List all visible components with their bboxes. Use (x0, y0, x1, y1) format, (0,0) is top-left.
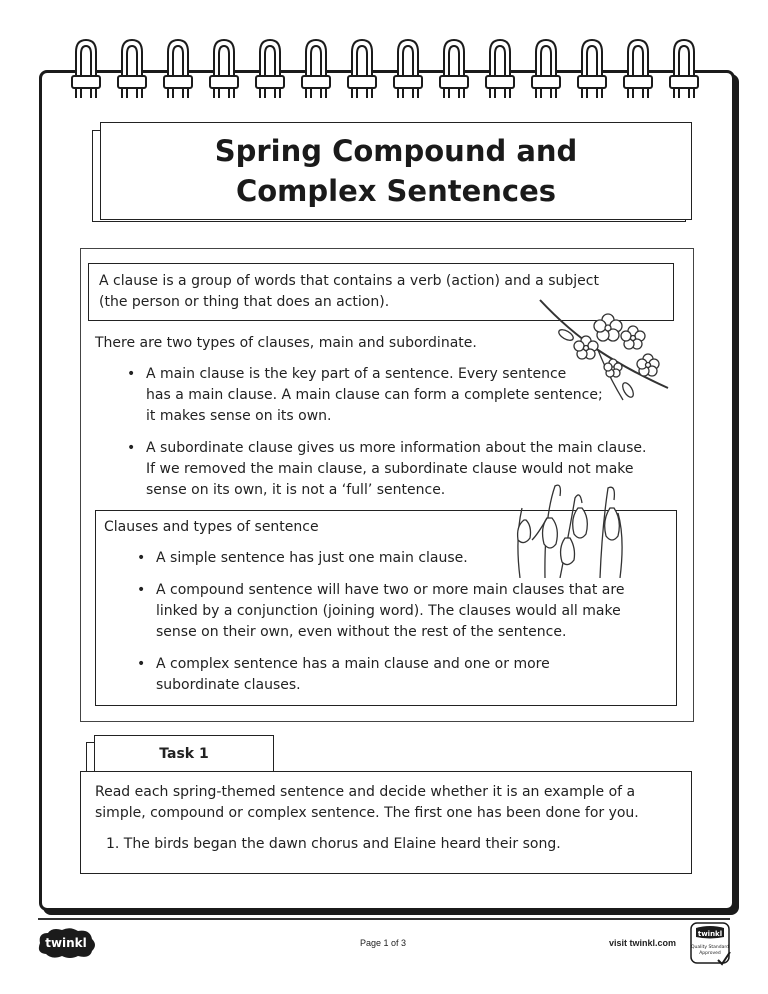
compound-sentence-line: sense on their own, even without the rest of the sentence. (156, 624, 567, 640)
task-instructions-line-2: simple, compound or complex sentence. The first one has been done for you. (95, 805, 639, 821)
website-link[interactable]: visit twinkl.com (609, 938, 677, 948)
badge-line-1: Quality Standard (691, 945, 729, 950)
task-instructions (95, 782, 639, 824)
complex-sentence-line: subordinate clauses. (156, 677, 301, 693)
compound-sentence-line: • A compound sentence will have two or more main clauses that are (156, 582, 625, 598)
main-clause-line: • A main clause is the key part of a sentence. Every sentence (146, 366, 567, 382)
simple-sentence-line: • A simple sentence has just one main clause. (156, 550, 468, 566)
page-title (100, 122, 692, 220)
title-line-1: Spring Compound and (214, 134, 578, 168)
subordinate-clause-line: • A subordinate clause gives us more information about the main clause. (146, 440, 647, 456)
main-clause-line: it makes sense on its own. (146, 408, 332, 424)
task-instructions-line-1: Read each spring-themed sentence and decide whether it is an example of a (95, 784, 636, 800)
title-line-2: Complex Sentences (235, 174, 557, 208)
sentence-types-heading: Clauses and types of sentence (104, 519, 319, 535)
task-label: Task 1 (94, 735, 274, 774)
twinkl-logo-icon (34, 927, 98, 959)
badge-brand-text: twinkl (697, 930, 723, 938)
complex-sentence-bullet (137, 654, 550, 696)
two-types-text: There are two types of clauses, main and subordinate. (95, 335, 477, 351)
spiral-binding (70, 38, 710, 100)
page-number: Page 1 of 3 (360, 938, 407, 948)
twinkl-logo-text: twinkl (45, 936, 87, 950)
subordinate-clause-line: If we removed the main clause, a subordinate clause would not make (146, 461, 634, 477)
main-clause-line: has a main clause. A main clause can form a complete sentence; (146, 387, 603, 403)
compound-sentence-bullet (137, 580, 624, 643)
compound-sentence-line: linked by a conjunction (joining word). The clauses would all make (156, 603, 621, 619)
task-item-1: 1. The birds began the dawn chorus and Elaine heard their song. (106, 836, 561, 852)
badge-line-2: Approved (699, 951, 721, 956)
simple-sentence-bullet (137, 548, 468, 569)
blossom-branch-icon (538, 290, 673, 405)
quality-badge-icon (690, 922, 732, 966)
snowdrop-flowers-icon (500, 478, 645, 578)
main-clause-bullet (127, 364, 603, 427)
footer-divider (38, 918, 730, 920)
clause-definition-line-1: A clause is a group of words that contains a verb (action) and a subject (99, 273, 599, 289)
clause-definition-line-2: (the person or thing that does an action). (99, 294, 390, 310)
spiral-ring-icon (70, 38, 710, 100)
complex-sentence-line: • A complex sentence has a main clause and one or more (156, 656, 550, 672)
subordinate-clause-line: sense on its own, it is not a ‘full’ sentence. (146, 482, 446, 498)
